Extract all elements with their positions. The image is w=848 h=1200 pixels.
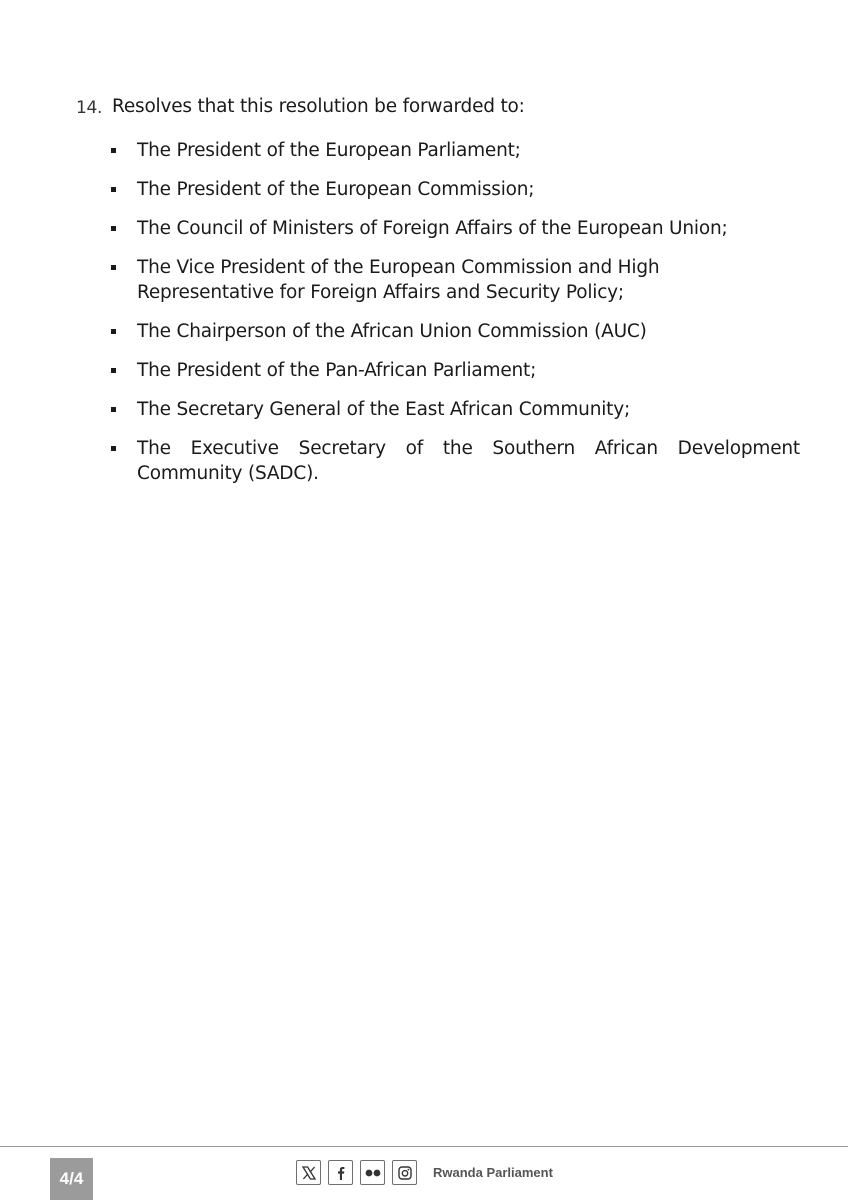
social-links xyxy=(296,1159,553,1186)
recipient-list xyxy=(110,138,800,500)
facebook-icon[interactable] xyxy=(328,1160,353,1185)
recipient-text: The President of the European Commission; xyxy=(137,179,535,200)
recipient-item xyxy=(110,358,800,383)
recipient-item xyxy=(110,436,800,486)
recipient-text: The Council of Ministers of Foreign Affairs of the European Union; xyxy=(137,218,728,239)
bullet-icon xyxy=(111,368,116,373)
bullet-icon xyxy=(111,407,116,412)
item-heading: Resolves that this resolution be forwarded to: xyxy=(112,96,525,117)
recipient-item xyxy=(110,397,800,422)
recipient-item xyxy=(110,319,800,344)
recipient-item xyxy=(110,138,800,163)
bullet-icon xyxy=(111,187,116,192)
recipient-text: The President of the European Parliament; xyxy=(137,140,521,161)
x-icon[interactable] xyxy=(296,1160,321,1185)
recipient-item xyxy=(110,216,800,241)
bullet-icon xyxy=(111,265,116,270)
recipient-text: The President of the Pan-African Parliament; xyxy=(137,360,537,381)
bullet-icon xyxy=(111,329,116,334)
recipient-text: The Executive Secretary of the Southern African Development Community (SADC). xyxy=(137,438,800,484)
bullet-icon xyxy=(111,226,116,231)
recipient-text: The Vice President of the European Commission and High Representative for Foreign Affairs and Security Policy; xyxy=(137,257,660,303)
bullet-icon xyxy=(111,446,116,451)
recipient-item xyxy=(110,255,800,305)
brand-name: Rwanda Parliament xyxy=(433,1165,553,1180)
footer-divider xyxy=(0,1146,848,1147)
item-number: 14. xyxy=(76,98,103,118)
flickr-icon[interactable] xyxy=(360,1160,385,1185)
recipient-text: The Chairperson of the African Union Commission (AUC) xyxy=(137,321,647,342)
instagram-icon[interactable] xyxy=(392,1160,417,1185)
recipient-item xyxy=(110,177,800,202)
page-indicator: 4/4 xyxy=(50,1158,93,1200)
recipient-text: The Secretary General of the East African Community; xyxy=(137,399,631,420)
bullet-icon xyxy=(111,148,116,153)
